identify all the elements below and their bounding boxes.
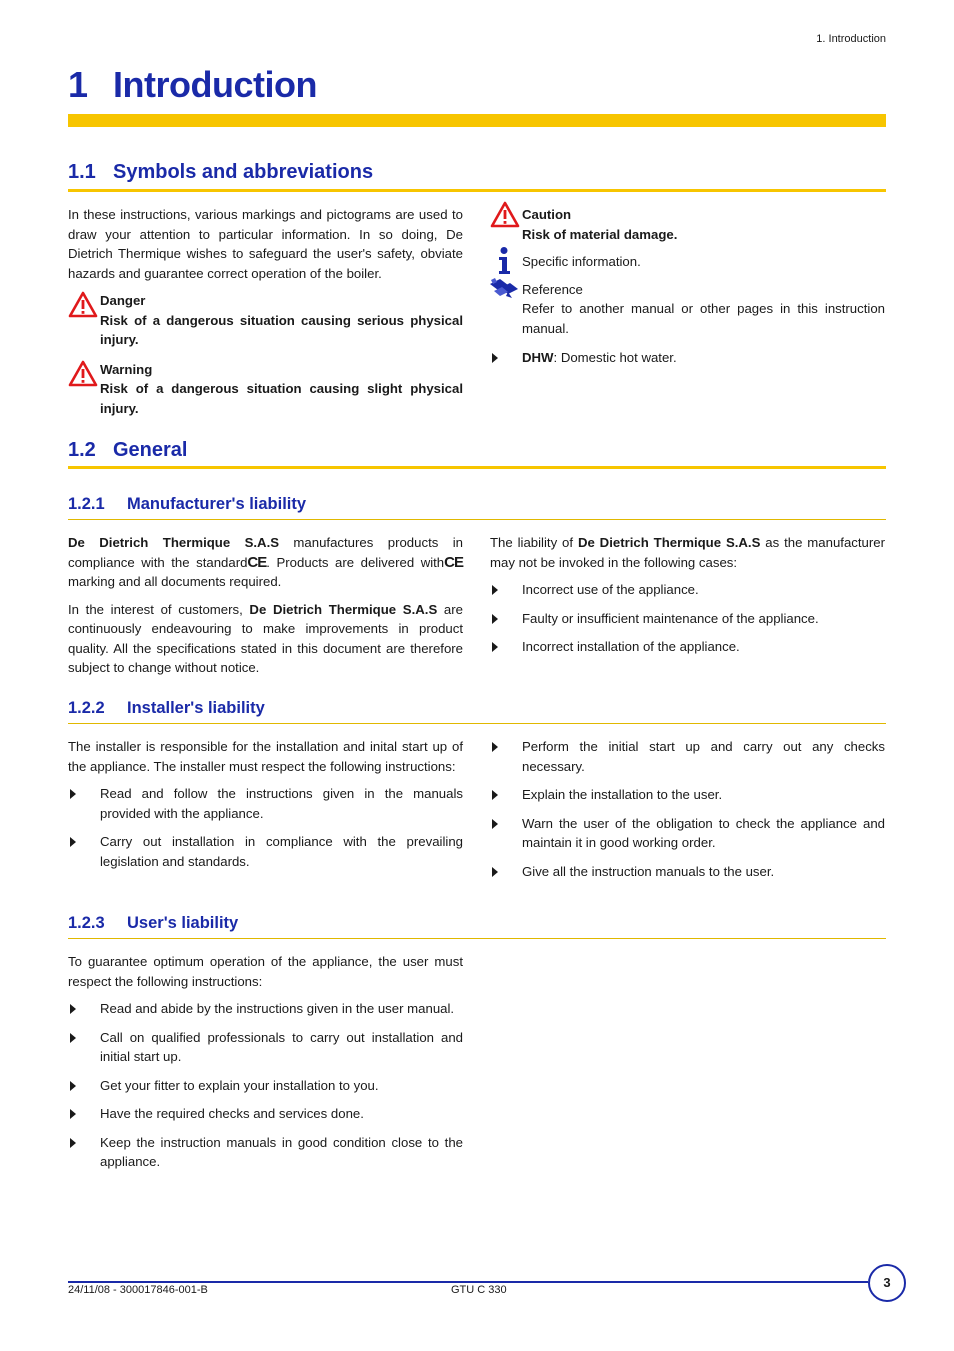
symbols-left-column <box>68 205 463 426</box>
ce-mark: CE <box>247 553 267 571</box>
text-span: are continuously endeavouring to make improvements in product quality. All the specifications stated in this document are therefore subject to change without notice. <box>68 601 463 675</box>
danger-text: Risk of a dangerous situation causing serious physical injury. <box>100 312 463 347</box>
list-item <box>490 814 885 853</box>
warning-text: Risk of a dangerous situation causing slight physical injury. <box>100 381 463 416</box>
list-item-text: Get your fitter to explain your installation to you. <box>100 1077 379 1093</box>
subsection-rule <box>68 723 886 724</box>
ce-mark: CE <box>444 553 463 571</box>
section-title: General <box>113 439 188 461</box>
chapter-title <box>68 62 317 108</box>
text-span: manufactures products in compliance with the standard <box>68 535 463 570</box>
list-item-text: Perform the initial start up and carry out any checks necessary. <box>522 739 885 774</box>
warning-title: Warning <box>100 361 153 377</box>
bullet-arrow-icon <box>492 819 498 829</box>
manufacturer-right-column <box>490 533 885 666</box>
list-item-text: Keep the instruction manuals in good condition close to the appliance. <box>100 1134 463 1169</box>
subsection-rule <box>68 519 886 520</box>
warning-triangle-icon <box>490 201 520 228</box>
list-item <box>490 862 885 882</box>
company-name: De Dietrich Thermique S.A.S <box>68 535 280 550</box>
abbreviation-term: DHW <box>522 350 554 365</box>
list-item <box>68 832 463 871</box>
bullet-arrow-icon <box>70 1004 76 1014</box>
bullet-arrow-icon <box>70 789 76 799</box>
list-item-text: Incorrect installation of the appliance. <box>522 639 740 654</box>
liability-intro <box>490 533 885 572</box>
info-text: Specific information. <box>522 254 641 269</box>
bullet-arrow-icon <box>70 1033 76 1043</box>
subsection-title: User's liability <box>127 914 239 932</box>
subsection-heading-1-2-3 <box>68 913 238 933</box>
reference-text: Refer to another manual or other pages in this instruction manual. <box>522 301 885 336</box>
section-heading-1-1 <box>68 160 373 184</box>
footer-doc-ref: 24/11/08 - 300017846-001-B <box>68 1284 208 1296</box>
section-title: Symbols and abbreviations <box>113 161 374 183</box>
list-item-text: Give all the instruction manuals to the user. <box>522 863 775 879</box>
bullet-arrow-icon <box>492 867 498 877</box>
text-span: In the interest of customers, <box>68 601 250 617</box>
list-item <box>68 1133 463 1172</box>
warning-triangle-icon <box>68 360 98 387</box>
subsection-heading-1-2-2 <box>68 698 265 718</box>
manufacturer-paragraph-1 <box>68 533 463 592</box>
caution-title: Caution <box>522 207 572 222</box>
list-item <box>68 1104 463 1124</box>
list-item <box>68 999 463 1019</box>
list-item-text: Carry out installation in compliance with the prevailing legislation and standards. <box>100 834 463 869</box>
list-item-text: Incorrect use of the appliance. <box>522 582 699 597</box>
list-item <box>490 737 885 776</box>
reference-notice <box>490 280 885 339</box>
text-span: as the manufacturer may not be invoked in the following cases: <box>490 535 885 570</box>
subsection-heading-1-2-1 <box>68 494 306 514</box>
user-left-column <box>68 952 463 1181</box>
subsection-number: 1.2.1 <box>68 495 105 513</box>
subsection-title: Installer's liability <box>127 699 265 717</box>
bullet-arrow-icon <box>492 614 498 624</box>
bullet-arrow-icon <box>70 1138 76 1148</box>
bullet-arrow-icon <box>492 742 498 752</box>
caution-notice <box>490 205 885 244</box>
symbols-right-column <box>490 205 885 377</box>
info-notice <box>490 252 885 272</box>
list-item-text: Explain the installation to the user. <box>522 787 723 802</box>
list-item <box>68 1076 463 1096</box>
running-header: 1. Introduction <box>816 33 886 45</box>
danger-notice <box>68 291 463 350</box>
chapter-number: 1 <box>68 64 88 105</box>
footer-model: GTU C 330 <box>451 1284 507 1296</box>
list-item <box>68 1028 463 1067</box>
bullet-arrow-icon <box>492 790 498 800</box>
section-number: 1.1 <box>68 161 96 183</box>
company-name: De Dietrich Thermique S.A.S <box>249 601 438 617</box>
bullet-arrow-icon <box>70 1109 76 1119</box>
warning-notice <box>68 360 463 419</box>
abbreviation-definition: : Domestic hot water. <box>553 350 677 365</box>
installer-intro: The installer is responsible for the installation and inital start up of the appliance. The installer must respect the following instructions: <box>68 739 463 774</box>
info-icon <box>492 246 518 276</box>
section-heading-1-2 <box>68 438 187 462</box>
chapter-title-text: Introduction <box>113 64 317 105</box>
installer-left-column <box>68 737 463 880</box>
list-item-text: Read and abide by the instructions given in the user manual. <box>100 1001 455 1016</box>
list-item-text: Have the required checks and services done. <box>100 1106 364 1121</box>
page-number: 3 <box>868 1264 906 1302</box>
list-item-text: Faulty or insufficient maintenance of the appliance. <box>522 610 819 626</box>
section-rule <box>68 466 886 469</box>
caution-text: Risk of material damage. <box>522 226 678 242</box>
bullet-arrow-icon <box>70 837 76 847</box>
text-span: . Products are delivered with <box>266 554 445 570</box>
manufacturer-left-column <box>68 533 463 686</box>
bullet-arrow-icon <box>492 642 498 652</box>
list-item <box>490 785 885 805</box>
subsection-title: Manufacturer's liability <box>127 495 307 513</box>
user-intro: To guarantee optimum operation of the appliance, the user must respect the following instructions: <box>68 954 463 989</box>
bullet-arrow-icon <box>492 353 498 363</box>
text-span: marking and all documents required. <box>68 574 282 589</box>
list-item <box>68 784 463 823</box>
reference-title: Reference <box>522 281 583 297</box>
section-rule <box>68 189 886 192</box>
subsection-number: 1.2.3 <box>68 914 105 932</box>
list-item-text: Call on qualified professionals to carry out installation and initial start up. <box>100 1029 463 1064</box>
list-item <box>490 609 885 629</box>
list-item-text: Read and follow the instructions given in the manuals provided with the appliance. <box>100 786 463 821</box>
subsection-number: 1.2.2 <box>68 699 105 717</box>
reference-book-icon <box>488 274 520 300</box>
symbols-intro: In these instructions, various markings and pictograms are used to draw your attention to particular information. In so doing, De Dietrich Thermique wishes to safeguard the user's safety, obviate hazards and guarantee correct operation of the boiler. <box>68 207 463 281</box>
installer-right-column <box>490 737 885 890</box>
company-name: De Dietrich Thermique S.A.S <box>577 535 761 550</box>
subsection-rule <box>68 938 886 939</box>
manufacturer-paragraph-2 <box>68 600 463 678</box>
list-item <box>490 637 885 657</box>
bullet-arrow-icon <box>70 1081 76 1091</box>
list-item-text: Warn the user of the obligation to check the appliance and maintain it in good working order. <box>522 815 885 850</box>
text-span: The liability of <box>490 535 578 550</box>
list-item <box>490 580 885 600</box>
warning-triangle-icon <box>68 291 98 318</box>
chapter-rule <box>68 114 886 127</box>
abbreviation-dhw <box>490 348 885 368</box>
bullet-arrow-icon <box>492 585 498 595</box>
section-number: 1.2 <box>68 439 96 461</box>
danger-title: Danger <box>100 293 146 308</box>
